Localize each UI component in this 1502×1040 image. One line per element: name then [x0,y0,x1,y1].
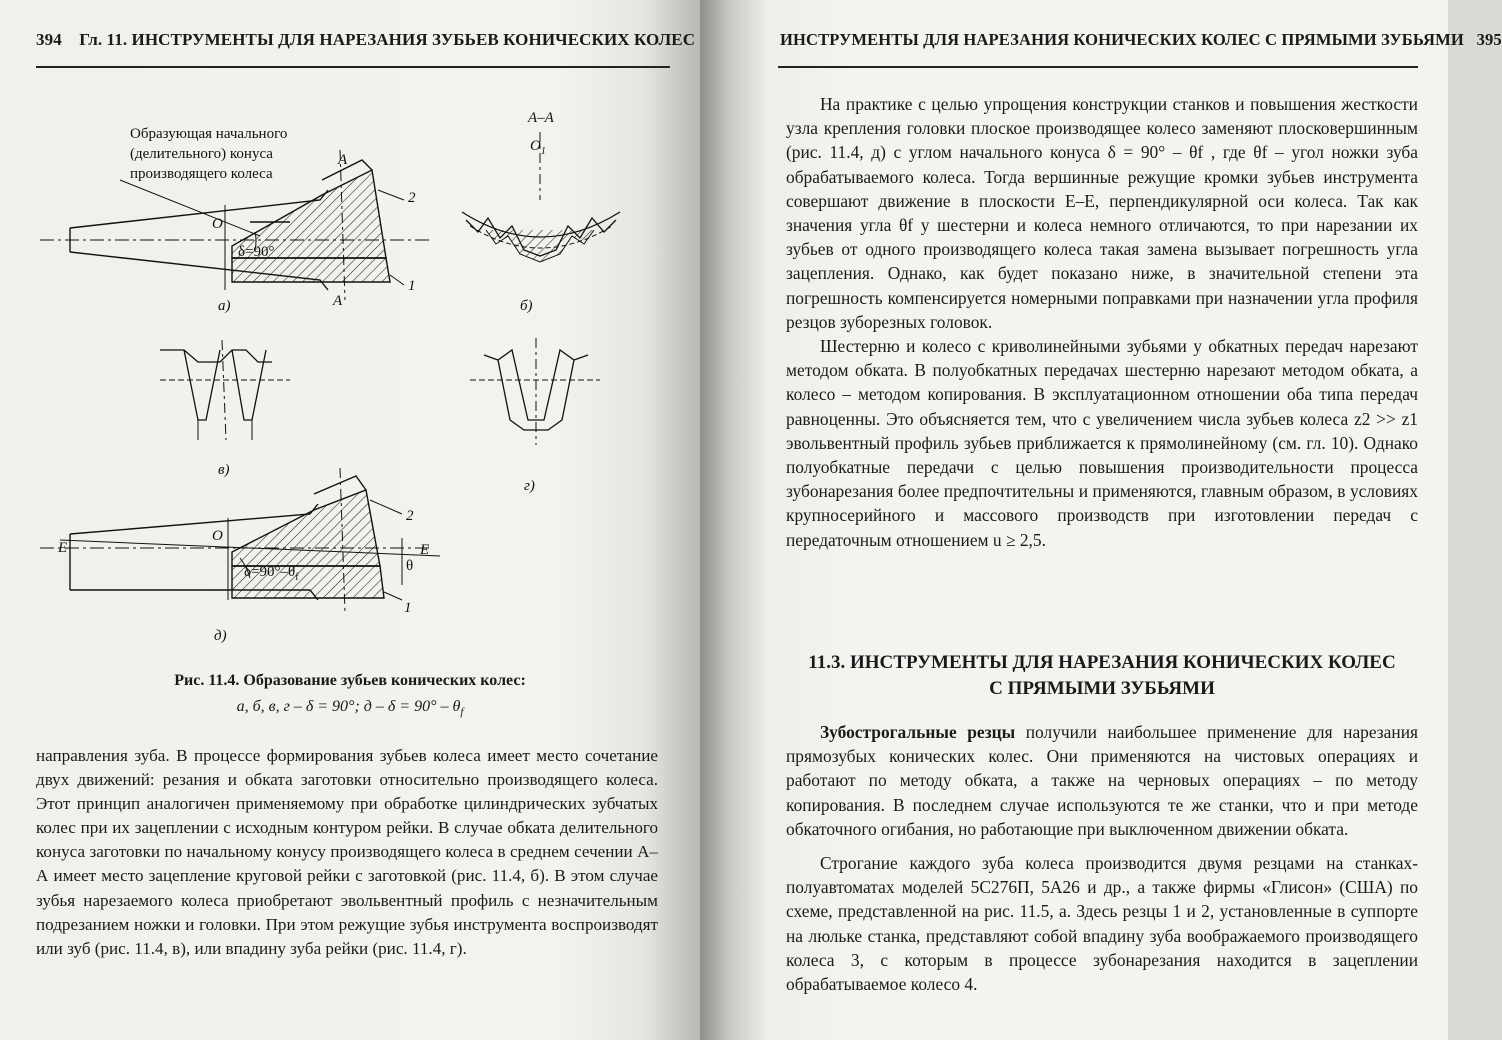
right-chapter-title: ИНСТРУМЕНТЫ ДЛЯ НАРЕЗАНИЯ КОНИЧЕСКИХ КОЛЕС С ПРЯМЫМИ ЗУБЬЯМИ [780,30,1464,49]
label-generatrix-1: Образующая начального [130,126,288,142]
caption-title: Рис. 11.4. Образование зубьев конических колес: [174,672,526,689]
label-A-bottom: А [333,293,343,309]
right-paragraph-2: Шестерню и колесо с криволинейными зубьями у обкатных передач нарезают методом обката. В полуобкатных передачах шестерню нарезают методом обката, а колесо – методом копирования. В эксплуатационном отношении оба типа передач равноценны. Это объясняется тем, что с увеличением числа зубьев колеса z2 >> z1 эвольвентный профиль зубьев приближается к прямолинейному (см. гл. 10). Однако полуобкатные передачи с целью повышения производительности процесса зубонарезания более предпочтительны и применяются, главным образом, в условиях крупносерийного и массового производств при изготовлении передач с передаточным отношением u ≥ 2,5. [786,336,1418,550]
left-paragraph: направления зуба. В процессе формирования зубьев колеса имеет место сочетание двух движений: резания и обката заготовки относительно производящего колеса. Этот принцип аналогичен применяемому при обработке цилиндрических зубчатых колес при их зацеплении с исходным контуром рейки. В случае обката делительного конуса заготовки по начальному конусу производящего колеса в среднем сечении А–А имеет место зацепление круговой рейки с заготовкой (рис. 11.4, б). В этом случае зубья нарезаемого колеса приобретают эвольвентный профиль с незначительным подрезанием ножки и головки. При этом режущие зубья инструмента воспроизводят или зуб (рис. 11.4, в), или впадину зуба рейки (рис. 11.4, г). [36,746,658,958]
label-sub-a: а) [218,298,231,314]
figure-part-g [470,338,600,445]
left-chapter-title: Гл. 11. ИНСТРУМЕНТЫ ДЛЯ НАРЕЗАНИЯ ЗУБЬЕВ КОНИЧЕСКИХ КОЛЕС [79,30,696,49]
label-1-a: 1 [408,278,416,294]
label-sub-g: г) [524,478,535,494]
label-2-d: 2 [406,508,414,524]
left-page-number: 394 [36,30,62,49]
label-sub-v: в) [218,462,230,478]
caption-detail: а, б, в, г – δ = 90°; $д - \delta = 90^\circ - \theta_f$ [236,698,464,719]
label-sub-d: д) [214,628,227,644]
label-generatrix-3: производящего колеса [130,166,273,182]
right-body-text-bottom [786,720,1418,996]
label-1-d: 1 [404,600,412,616]
label-O-a: О [212,216,223,232]
right-header-rule [778,66,1418,68]
term-bold: Зубострогальные резцы [820,722,1016,742]
label-O1: $О_1$ [530,138,546,157]
figure-11-4 [0,0,700,700]
figure-caption [140,668,560,725]
right-paragraph-4: Строгание каждого зуба колеса производится двумя резцами на станках-полуавтоматах моделей 5С276П, 5А26 и др., а также фирмы «Глисон» (США) по схеме, представленной на рис. 11.5, а. Здесь резцы 1 и 2, установленные в суппорте на люльке станка, представляют собой впадину зуба воображаемого производящего колеса 3, с которым в процессе зубонарезания находится в зацеплении обрабатываемое колесо 4. [786,853,1418,995]
label-generatrix-2: (делительного) конуса [130,146,273,162]
left-body-text [36,744,658,961]
figure-part-d [40,468,440,612]
label-section: А–А [528,110,554,126]
figure-part-v [160,340,290,440]
label-2-a: 2 [408,190,416,206]
label-E-left: E [58,540,68,556]
right-body-text-top [786,92,1418,552]
label-A-top: А [338,152,348,168]
section-heading [786,650,1418,702]
label-theta: θ [406,558,414,574]
left-page [0,0,700,1040]
label-angle-d: $\delta=90^\circ-\theta_f$ [244,564,299,583]
label-angle-a: δ=90° [238,244,275,260]
section-heading-line-1: 11.3. ИНСТРУМЕНТЫ ДЛЯ НАРЕЗАНИЯ КОНИЧЕСКИХ КОЛЕС [808,652,1396,673]
label-sub-b: б) [520,298,533,314]
right-page-number: 395 [1476,30,1502,49]
section-heading-line-2: С ПРЯМЫМИ ЗУБЬЯМИ [989,678,1215,699]
right-paragraph-3: Зубострогальные резцы получили наибольшее применение для нарезания прямозубых конических колес. Они применяются на чистовых операциях и работают по методу обката, а также на черновых операциях – по методу копирования. В последнем случае используются те же станки, что и при методе обкаточного огибания, но работающие при выключенном движении обката. [786,722,1418,839]
label-E-right: E [420,542,430,558]
right-paragraph-1: На практике с целью упрощения конструкции станков и повышения жесткости узла крепления головки плоское производящее колесо заменяют плосковершинным (рис. 11.4, д) с углом начального конуса δ = 90° – θf , где θf – угол ножки зуба обрабатываемого колеса. Тогда вершинные режущие кромки зубьев инструмента совершают движение в плоскости Е–Е, перпендикулярной оси колеса. Так как значения угла θf у шестерни и колеса немного отличаются, то при нарезании их зубьев от одного производящего колеса такая замена вызывает погрешность угла зацепления. Однако, как будет показано ниже, в значительной степени эта погрешность компенсируется номерными поправками при назначении угла профиля резцов зуборезных головок. [786,94,1418,332]
label-O-d: О [212,528,223,544]
right-running-head [780,30,1502,50]
